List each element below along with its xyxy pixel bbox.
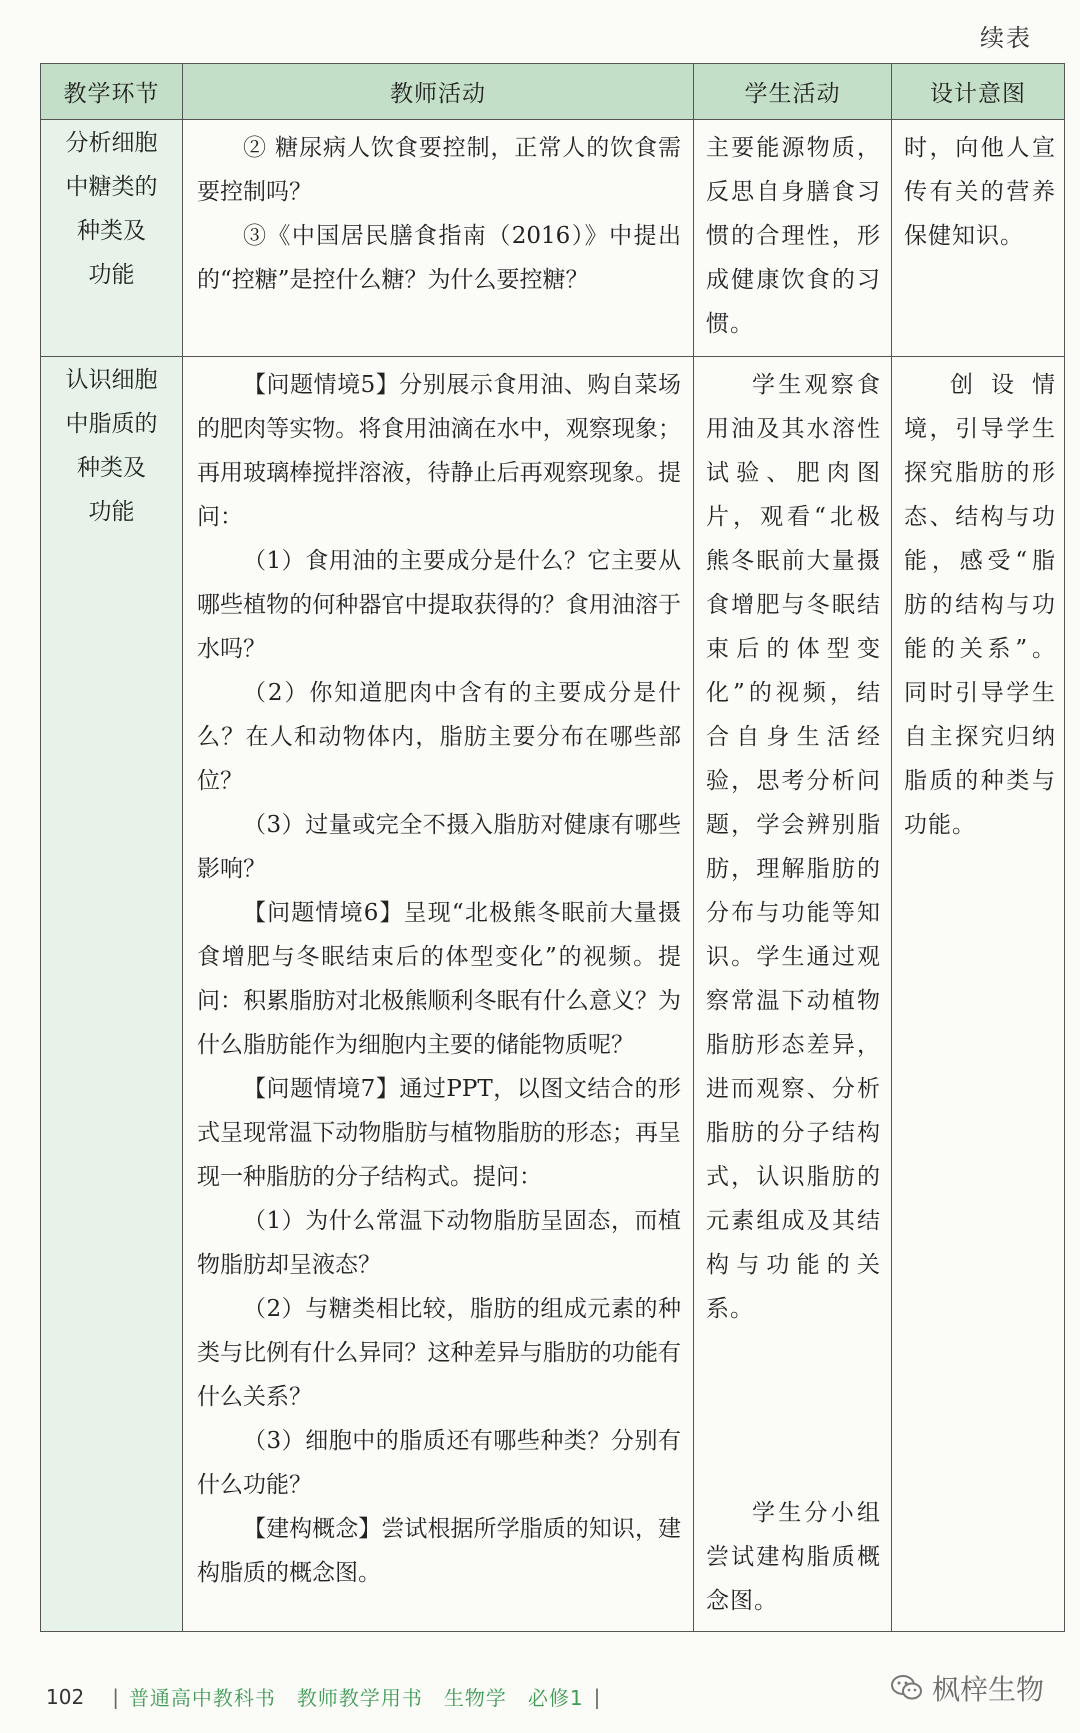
lesson-table [40,63,1065,1632]
table-header-row [41,64,1065,120]
teacher-activity-cell: 【问题情境5】分别展示食用油、购自菜场的肥肉等实物。将食用油滴在水中，观察现象；再用玻璃棒搅拌溶液，待静止后再观察现象。提问： （1）食用油的主要成分是什么？它主要从哪些植物的何种器官中提取获得的？食用油溶于水吗？ （2）你知道肥肉中含有的主要成分是什么？在人和动物体内，脂肪主要分布在哪些部位？ （3）过量或完全不摄入脂肪对健康有哪些影响？ 【问题情境6】呈现“北极熊冬眠前大量摄食增肥与冬眠结束后的体型变化”的视频。提问：积累脂肪对北极熊顺利冬眠有什么意义？为什么脂肪能作为细胞内主要的储能物质呢？ 【问题情境7】通过PPT，以图文结合的形式呈现常温下动物脂肪与植物脂肪的形态；再呈现一种脂肪的分子结构式。提问： （1）为什么常温下动物脂肪呈固态，而植物脂肪却呈液态？ （2）与糖类相比较，脂肪的组成元素的种类与比例有什么异同？这种差异与脂肪的功能有什么关系？ （3）细胞中的脂质还有哪些种类？分别有什么功能？ 【建构概念】尝试根据所学脂质的知识，建构脂质的概念图。 [183,357,694,1632]
design-intent-cell: 时，向他人宣传有关的营养保健知识。 [892,120,1065,357]
teacher-activity-cell: ② 糖尿病人饮食要控制，正常人的饮食需要控制吗？ ③《中国居民膳食指南（2016）》中提出的“控糖”是控什么糖？为什么要控糖？ [183,120,694,357]
watermark-text: 枫梓生物 [931,1673,1044,1706]
stage-cell: 分析细胞 中糖类的 种类及 功能 [41,120,183,357]
footer-divider: | [112,1684,119,1709]
footer-divider: | [593,1684,601,1709]
header-teacher: 教师活动 [183,64,694,120]
watermark [890,1668,1044,1708]
student-activity-cell: 学生观察食用油及其水溶性试验、肥肉图片，观看“北极熊冬眠前大量摄食增肥与冬眠结束后的体型变化”的视频，结合自身生活经验，思考分析问题，学会辨别脂肪，理解脂肪的分布与功能等知识。学生通过观察常温下动植物脂肪形态差异，进而观察、分析脂肪的分子结构式，认识脂肪的元素组成及其结构与功能的关系。 学生分小组尝试建构脂质概念图。 [694,357,892,1632]
header-intent: 设计意图 [892,64,1065,120]
header-stage: 教学环节 [41,64,183,120]
page-footer [46,1682,610,1711]
page-number: 102 [46,1684,85,1709]
table-row [41,357,1065,1632]
table-row [41,120,1065,357]
continued-label: 续表 [980,24,1032,52]
student-activity-cell: 主要能源物质，反思自身膳食习惯的合理性，形成健康饮食的习惯。 [694,120,892,357]
book-title: 普通高中教科书 教师教学用书 生物学 必修1 [128,1686,584,1710]
design-intent-cell: 创设情境，引导学生探究脂肪的形态、结构与功能，感受“脂肪的结构与功能的关系”。同时引导学生自主探究归纳脂质的种类与功能。 [892,357,1065,1632]
wechat-icon [890,1673,924,1703]
header-student: 学生活动 [694,64,892,120]
stage-cell: 认识细胞 中脂质的 种类及 功能 [41,357,183,1632]
